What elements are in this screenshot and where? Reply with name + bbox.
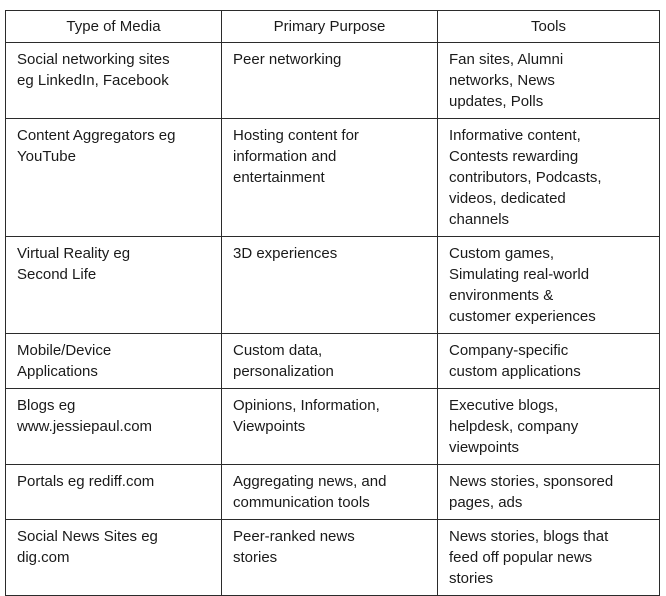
cell-tools: Fan sites, Alumni networks, News updates, Polls: [438, 43, 660, 119]
cell-tools: Informative content, Contests rewarding contributors, Podcasts, videos, dedicated channels: [438, 119, 660, 237]
cell-media-type: Content Aggregators eg YouTube: [6, 119, 222, 237]
table-header: [6, 11, 660, 43]
cell-tools: News stories, blogs that feed off popular news stories: [438, 520, 660, 596]
table-row: [6, 520, 660, 596]
cell-media-type: Virtual Reality eg Second Life: [6, 237, 222, 334]
cell-media-type: Portals eg rediff.com: [6, 465, 222, 520]
table-row: [6, 334, 660, 389]
table-row: [6, 43, 660, 119]
cell-tools: Custom games, Simulating real-world environments & customer experiences: [438, 237, 660, 334]
table-row: [6, 119, 660, 237]
header-tools: Tools: [438, 11, 660, 43]
cell-primary-purpose: 3D experiences: [222, 237, 438, 334]
cell-media-type: Mobile/Device Applications: [6, 334, 222, 389]
cell-primary-purpose: Opinions, Information, Viewpoints: [222, 389, 438, 465]
cell-tools: Executive blogs, helpdesk, company viewpoints: [438, 389, 660, 465]
header-row: [6, 11, 660, 43]
table-body: [6, 43, 660, 596]
cell-primary-purpose: Aggregating news, and communication tools: [222, 465, 438, 520]
cell-media-type: Social News Sites eg dig.com: [6, 520, 222, 596]
table-row: [6, 389, 660, 465]
cell-media-type: Blogs eg www.jessiepaul.com: [6, 389, 222, 465]
cell-tools: News stories, sponsored pages, ads: [438, 465, 660, 520]
cell-primary-purpose: Hosting content for information and entertainment: [222, 119, 438, 237]
media-table: [5, 10, 660, 596]
cell-tools: Company-specific custom applications: [438, 334, 660, 389]
table-row: [6, 465, 660, 520]
cell-primary-purpose: Peer networking: [222, 43, 438, 119]
header-primary-purpose: Primary Purpose: [222, 11, 438, 43]
cell-primary-purpose: Peer-ranked news stories: [222, 520, 438, 596]
cell-primary-purpose: Custom data, personalization: [222, 334, 438, 389]
cell-media-type: Social networking sites eg LinkedIn, Facebook: [6, 43, 222, 119]
header-type-of-media: Type of Media: [6, 11, 222, 43]
table-row: [6, 237, 660, 334]
